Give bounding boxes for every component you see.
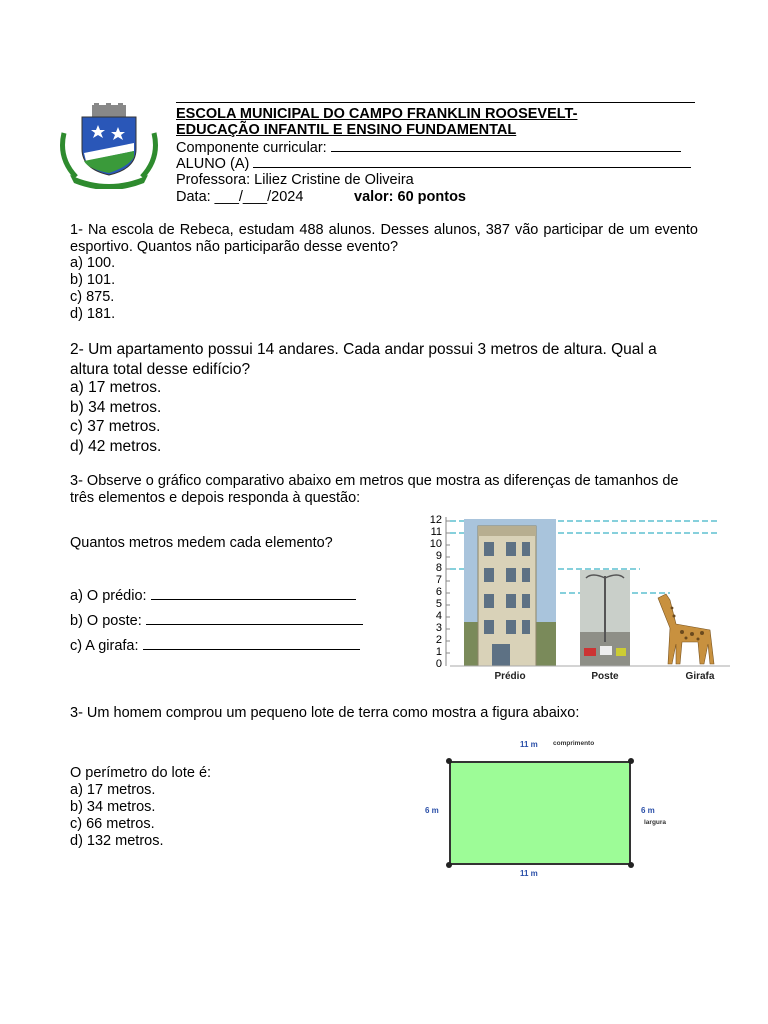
y-tick: 9 [435,550,442,562]
label-building: Prédio [494,671,526,682]
y-tick: 11 [430,526,442,538]
left-width-label: 6 m [425,806,439,815]
y-tick: 3 [435,622,442,634]
option-1c[interactable]: c) 875. [70,289,115,305]
y-tick: 1 [435,646,442,658]
answer-pole-blank[interactable] [146,612,363,625]
y-tick: 5 [435,598,442,610]
municipal-crest [58,103,160,189]
question-3-prompt: Quantos metros medem cada elemento? [70,535,333,551]
answer-building[interactable] [70,587,356,605]
corner-dot [628,758,634,764]
answer-pole[interactable] [70,612,363,630]
y-tick: 8 [435,562,442,574]
option-1d[interactable]: d) 181. [70,306,116,322]
top-length-word: comprimento [553,740,595,747]
label-giraffe: Girafa [685,671,715,682]
teacher-name: Professora: Liliez Cristine de Oliveira [176,172,414,188]
answer-building-blank[interactable] [151,587,356,600]
question-4-prompt: O perímetro do lote é: [70,765,212,781]
y-tick: 4 [435,610,442,622]
option-4b[interactable]: b) 34 metros. [70,799,156,815]
student-blank[interactable] [253,155,691,168]
corner-dot [628,862,634,868]
corner-dot [446,758,452,764]
question-1-options [70,255,115,323]
component-label: Componente curricular: [176,140,327,156]
question-3-text: 3- Observe o gráfico comparativo abaixo em metros que mostra as diferenças de tamanhos de três elementos e depois responda à questão: [70,473,679,506]
option-2d[interactable]: d) 42 metros. [70,437,162,455]
y-tick: 2 [435,634,442,646]
question-2-options [70,378,161,456]
top-length-label: 11 m [520,740,538,749]
right-width-word: largura [644,819,667,826]
student-field[interactable] [176,155,698,173]
bottom-length-label: 11 m [520,869,538,878]
question-2-text: 2- Um apartamento possui 14 andares. Cada andar possui 3 metros de altura. Qual a altura total desse edifício? [70,341,657,378]
answer-giraffe[interactable] [70,637,360,655]
corner-dot [446,862,452,868]
question-1-text: 1- Na escola de Rebeca, estudam 488 alunos. Desses alunos, 387 vão participar de um evento esportivo. Quantos não participarão desse evento? [70,222,698,255]
answer-pole-label: b) O poste: [70,613,142,629]
land-plot-figure [420,735,680,881]
option-2b[interactable]: b) 34 metros. [70,398,162,416]
answer-building-label: a) O prédio: [70,588,147,604]
question-4-options [70,782,164,850]
y-tick: 0 [435,658,442,670]
option-1a[interactable]: a) 100. [70,255,116,271]
option-4a[interactable]: a) 17 metros. [70,782,156,798]
height-comparison-figure [420,512,732,684]
y-tick: 7 [435,574,442,586]
school-name-line2: EDUCAÇÃO INFANTIL E ENSINO FUNDAMENTAL [176,122,517,138]
option-2a[interactable]: a) 17 metros. [70,379,162,396]
component-blank[interactable] [331,139,681,152]
right-width-label: 6 m [641,806,655,815]
school-name-line1: ESCOLA MUNICIPAL DO CAMPO FRANKLIN ROOSEVELT- [176,106,578,122]
date-field[interactable]: Data: ___/___/2024 [176,189,304,205]
option-1b[interactable]: b) 101. [70,272,116,288]
option-4d[interactable]: d) 132 metros. [70,833,164,849]
y-tick: 6 [435,586,442,598]
y-tick: 10 [429,538,442,550]
student-label: ALUNO (A) [176,156,250,172]
label-pole: Poste [591,671,619,682]
plot-rectangle [449,761,631,865]
header-top-rule [176,102,695,103]
option-4c[interactable]: c) 66 metros. [70,816,155,832]
answer-giraffe-blank[interactable] [143,637,360,650]
option-2c[interactable]: c) 37 metros. [70,418,161,435]
value-label: valor: 60 pontos [354,189,466,205]
answer-giraffe-label: c) A girafa: [70,638,139,654]
y-tick: 12 [429,514,442,526]
question-4-text: 3- Um homem comprou um pequeno lote de terra como mostra a figura abaixo: [70,705,580,721]
